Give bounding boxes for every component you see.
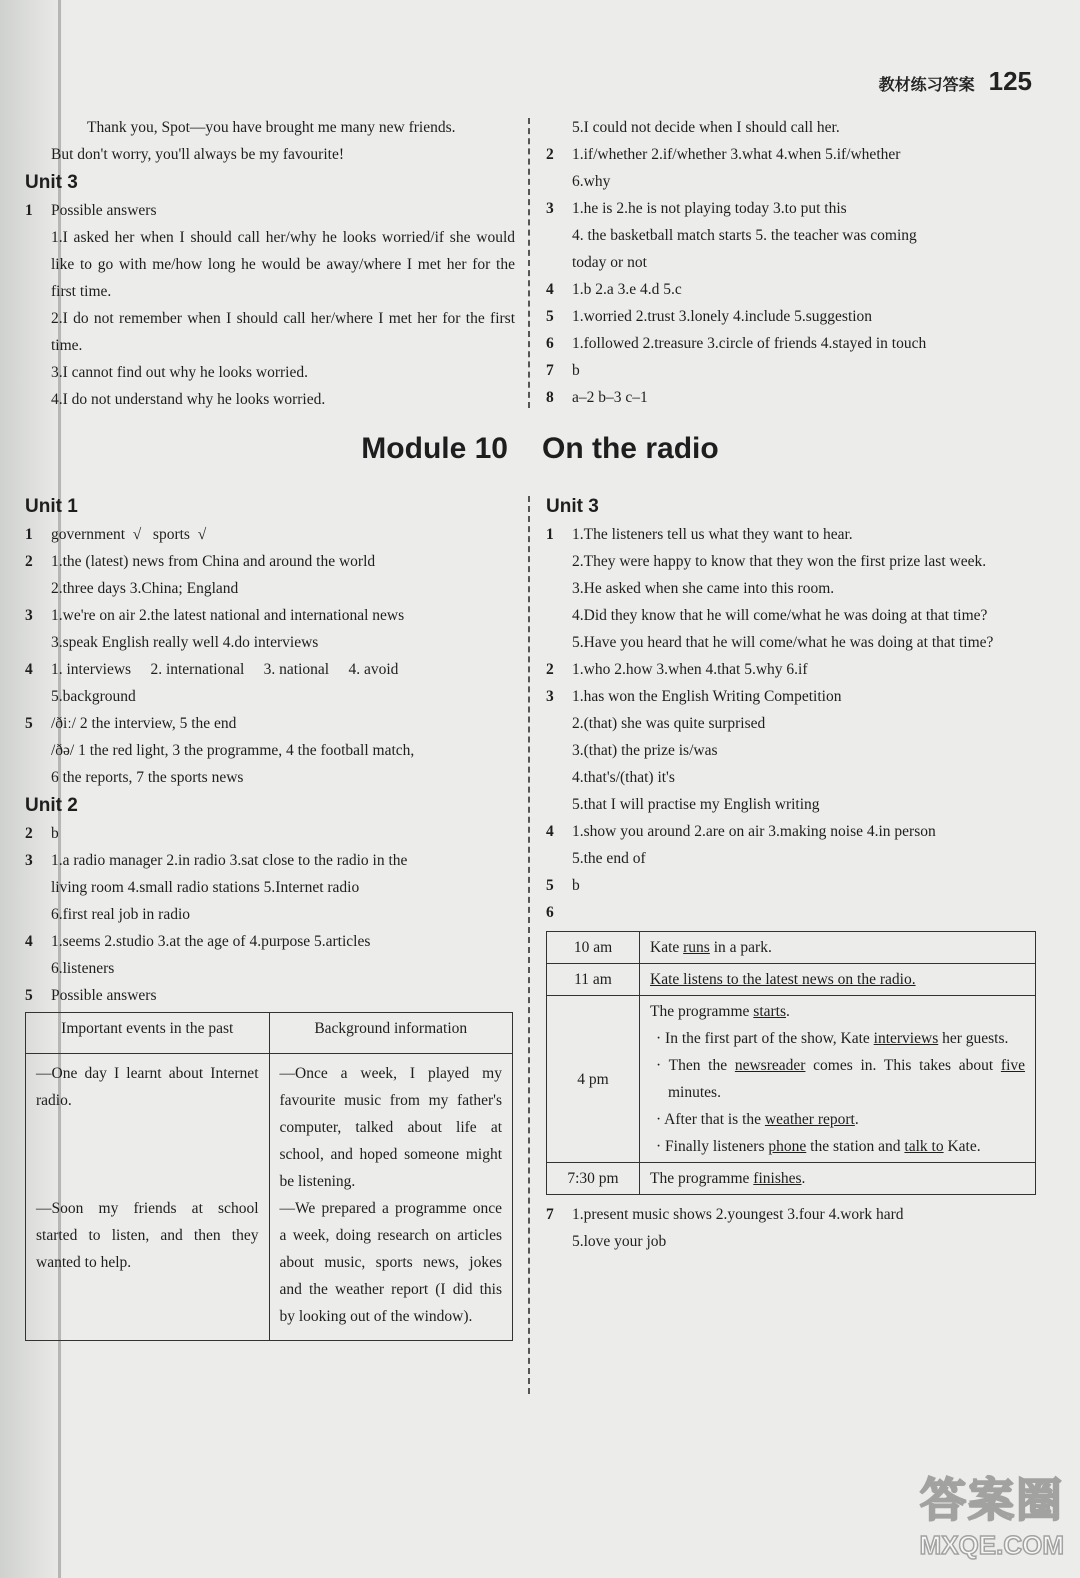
question-number: 2	[546, 146, 554, 163]
question-text: 1.the (latest) news from China and around the world	[51, 553, 376, 570]
page-header	[879, 66, 1032, 97]
answer-cont: today or not	[572, 254, 647, 271]
blank-answer: runs	[683, 939, 710, 956]
answer-cont: living room 4.small radio stations 5.Internet radio	[51, 879, 360, 896]
question-number: 2	[25, 825, 33, 842]
event-text: The programme	[650, 1170, 754, 1187]
question-5	[546, 303, 1042, 330]
question-3	[546, 683, 1042, 710]
question-number: 7	[546, 362, 554, 379]
unit-heading: Unit 3	[25, 172, 78, 193]
events-table	[25, 1012, 513, 1341]
question-2	[25, 548, 515, 575]
blank-answer: newsreader	[734, 1057, 806, 1074]
answer-cont: 2.three days 3.China; England	[51, 580, 239, 597]
question-number: 4	[25, 661, 33, 678]
module-number: Module 10	[361, 432, 508, 465]
question-number: 3	[546, 200, 554, 217]
question-1	[25, 197, 515, 224]
question-text: 1.if/whether 2.if/whether 3.what 4.when 5.if/whether	[572, 146, 901, 163]
question-4	[546, 276, 1042, 303]
question-number: 3	[25, 607, 33, 624]
table-cell	[269, 1054, 513, 1341]
question-text: Possible answers	[51, 202, 157, 219]
question-text: b	[572, 362, 580, 379]
answer-cont: 6 the reports, 7 the sports news	[51, 769, 244, 786]
question-1	[546, 521, 1042, 548]
question-number: 5	[25, 987, 33, 1004]
question-text: 1.present music shows 2.youngest 3.four 4.work hard	[572, 1206, 904, 1223]
bullet-item	[650, 1106, 1025, 1133]
question-number: 6	[546, 904, 554, 921]
event-cell	[640, 1163, 1036, 1195]
module10-left-column	[25, 492, 515, 1341]
question-7	[546, 357, 1042, 384]
bullet-item	[650, 1133, 1025, 1160]
question-text: 1. interviews 2. international 3. national 4. avoid	[51, 661, 399, 678]
column-divider	[528, 118, 530, 408]
answer-item: 4.Did they know that he will come/what he was doing at that time?	[572, 607, 988, 624]
column-divider	[528, 496, 530, 1394]
question-number: 1	[25, 202, 33, 219]
blank-answer: weather report	[764, 1111, 855, 1128]
question-4	[25, 656, 515, 683]
table-row	[547, 996, 1036, 1163]
bullet-item	[650, 1025, 1025, 1052]
question-number: 1	[25, 526, 33, 543]
blank-answer: interviews	[873, 1030, 939, 1047]
answer-item: 2.I do not remember when I should call her/where I met her for the first time.	[51, 310, 515, 354]
question-number: 2	[546, 661, 554, 678]
event-text: the station and	[806, 1138, 905, 1155]
question-text: government √ sports √	[51, 526, 207, 543]
answer-item: 2.(that) she was quite surprised	[572, 715, 766, 732]
question-3	[546, 195, 1042, 222]
question-number: 1	[546, 526, 554, 543]
answer-item: 5.I could not decide when I should call her.	[572, 119, 840, 136]
event-text: · Finally listeners	[656, 1138, 769, 1155]
unit-heading: Unit 3	[546, 496, 599, 517]
answer-item: 4.I do not understand why he looks worried.	[51, 391, 326, 408]
question-6	[546, 330, 1042, 357]
question-8	[546, 384, 1042, 411]
event-text: The programme	[650, 1003, 754, 1020]
watermark-logo: 答案圈	[920, 1473, 1064, 1527]
answer-item: 1.I asked her when I should call her/why he looks worried/if she would like to go with me/how long he would be away/where I met her for the first time.	[51, 229, 515, 300]
blank-answer: phone	[768, 1138, 807, 1155]
schedule-table	[546, 931, 1036, 1195]
page-number: 125	[988, 66, 1032, 96]
table-cell-text: —One day I learnt about Internet radio.	[36, 1065, 259, 1109]
table-row	[547, 1163, 1036, 1195]
question-number: 3	[546, 688, 554, 705]
table-cell	[26, 1054, 270, 1341]
question-number: 2	[25, 553, 33, 570]
blank-answer: talk to	[904, 1138, 944, 1155]
answer-item: 2.They were happy to know that they won the first prize last week.	[572, 553, 987, 570]
question-number: 4	[546, 823, 554, 840]
question-text: 1.he is 2.he is not playing today 3.to put this	[572, 200, 847, 217]
question-text: 1.seems 2.studio 3.at the age of 4.purpose 5.articles	[51, 933, 371, 950]
module-name: On the radio	[542, 432, 719, 465]
question-number: 6	[546, 335, 554, 352]
event-line	[650, 998, 1025, 1025]
question-7	[546, 1201, 1042, 1228]
unit-heading: Unit 1	[25, 496, 78, 517]
event-text: in a park.	[709, 939, 772, 956]
event-text: her guests.	[938, 1030, 1009, 1047]
bullet-item	[650, 1052, 1025, 1106]
question-text: 1.who 2.how 3.when 4.that 5.why 6.if	[572, 661, 808, 678]
answer-item: 3.(that) the prize is/was	[572, 742, 718, 759]
event-text: minutes.	[668, 1084, 721, 1101]
question-6	[546, 899, 1042, 926]
event-text: Kate.	[943, 1138, 981, 1155]
question-2	[546, 656, 1042, 683]
question-text: Possible answers	[51, 987, 157, 1004]
question-4	[546, 818, 1042, 845]
time-cell: 10 am	[547, 932, 640, 964]
question-text: 1.followed 2.treasure 3.circle of friends 4.stayed in touch	[572, 335, 927, 352]
event-text: · After that is the	[656, 1111, 765, 1128]
question-text: /ðiː/ 2 the interview, 5 the end	[51, 715, 237, 732]
event-text: Kate	[650, 939, 684, 956]
event-cell	[640, 932, 1036, 964]
event-cell	[640, 996, 1036, 1163]
question-number: 7	[546, 1206, 554, 1223]
question-text: b	[572, 877, 580, 894]
answer-item: 3.He asked when she came into this room.	[572, 580, 835, 597]
answer-cont: /ðə/ 1 the red light, 3 the programme, 4 the football match,	[51, 742, 415, 759]
table-cell-text: —We prepared a programme once a week, doing research on articles about music, sports news, jokes and the weather report (I did this by looking out of the window).	[279, 1200, 502, 1325]
question-number: 4	[25, 933, 33, 950]
site-watermark	[884, 1464, 1064, 1564]
event-cell	[640, 964, 1036, 996]
answer-cont: 6.first real job in radio	[51, 906, 191, 923]
question-5	[25, 982, 515, 1009]
question-text: 1.show you around 2.are on air 3.making noise 4.in person	[572, 823, 936, 840]
top-left-column	[25, 114, 515, 413]
blank-answer: five	[1000, 1057, 1026, 1074]
blank-answer: Kate listens to the latest news on the radio.	[650, 971, 916, 988]
answer-cont: 6.listeners	[51, 960, 115, 977]
table-cell-text: —Once a week, I played my favourite music from my father's computer, talked about life at school, and hoped someone might be listening.	[279, 1065, 502, 1190]
answer-item: 3.I cannot find out why he looks worried.	[51, 364, 308, 381]
time-cell: 11 am	[547, 964, 640, 996]
module-title	[0, 432, 1080, 466]
top-right-column	[546, 114, 1042, 411]
question-text: 1.b 2.a 3.e 4.d 5.c	[572, 281, 682, 298]
answer-cont: 5.love your job	[572, 1233, 667, 1250]
question-2	[546, 141, 1042, 168]
answer-cont: 3.speak English really well 4.do interviews	[51, 634, 319, 651]
time-cell: 4 pm	[547, 996, 640, 1163]
answer-item: 5.that I will practise my English writing	[572, 796, 820, 813]
question-5	[25, 710, 515, 737]
table-cell-text: —Soon my friends at school started to listen, and then they wanted to help.	[36, 1200, 259, 1271]
question-text: 1.The listeners tell us what they want to hear.	[572, 526, 853, 543]
question-5	[546, 872, 1042, 899]
question-3	[25, 602, 515, 629]
question-3	[25, 847, 515, 874]
question-number: 8	[546, 389, 554, 406]
question-number: 5	[25, 715, 33, 732]
module10-right-column	[546, 492, 1042, 1255]
question-number: 5	[546, 877, 554, 894]
answer-cont: 5.the end of	[572, 850, 646, 867]
story-line: But don't worry, you'll always be my favourite!	[51, 146, 344, 163]
event-text: .	[854, 1111, 859, 1128]
answer-item: 4.that's/(that) it's	[572, 769, 675, 786]
question-number: 5	[546, 308, 554, 325]
story-line: Thank you, Spot—you have brought me many new friends.	[87, 119, 456, 136]
question-2	[25, 820, 515, 847]
question-text: 1.worried 2.trust 3.lonely 4.include 5.suggestion	[572, 308, 873, 325]
table-header: Important events in the past	[26, 1013, 270, 1054]
answer-cont: 4. the basketball match starts 5. the teacher was coming	[572, 227, 917, 244]
table-header: Background information	[269, 1013, 513, 1054]
question-4	[25, 928, 515, 955]
question-1	[25, 521, 515, 548]
blank-answer: starts	[753, 1003, 787, 1020]
question-text: 1.has won the English Writing Competition	[572, 688, 842, 705]
answer-item: 5.Have you heard that he will come/what he was doing at that time?	[572, 634, 994, 651]
question-text: b	[51, 825, 59, 842]
event-text: · In the first part of the show, Kate	[656, 1030, 874, 1047]
answer-cont: 6.why	[572, 173, 611, 190]
question-text: 1.a radio manager 2.in radio 3.sat close to the radio in the	[51, 852, 408, 869]
event-text: .	[801, 1170, 806, 1187]
time-cell: 7:30 pm	[547, 1163, 640, 1195]
blank-answer: finishes	[753, 1170, 802, 1187]
answer-cont: 5.background	[51, 688, 136, 705]
event-text: .	[786, 1003, 790, 1020]
event-text: · Then the	[656, 1057, 735, 1074]
question-text: 1.we're on air 2.the latest national and international news	[51, 607, 405, 624]
table-row	[547, 964, 1036, 996]
book-section-label: 教材练习答案	[878, 75, 975, 94]
event-text: comes in. This takes about	[805, 1057, 1001, 1074]
unit-heading: Unit 2	[25, 795, 78, 816]
watermark-url: MXQE.COM	[919, 1530, 1064, 1560]
table-row	[547, 932, 1036, 964]
question-number: 3	[25, 852, 33, 869]
question-text: a–2 b–3 c–1	[572, 389, 648, 406]
question-number: 4	[546, 281, 554, 298]
